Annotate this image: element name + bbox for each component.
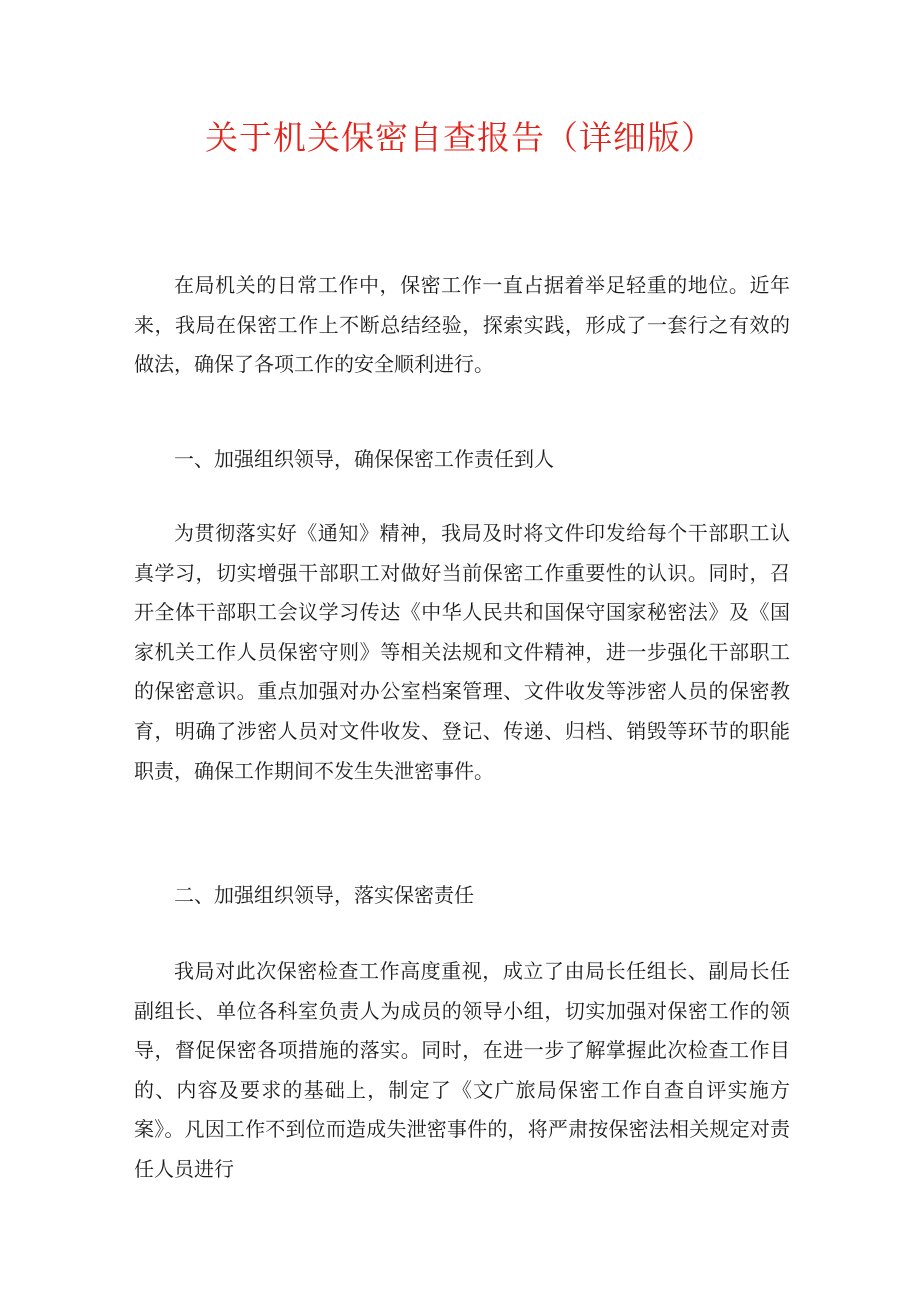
paragraph-section-1: 为贯彻落实好《通知》精神，我局及时将文件印发给每个干部职工认真学习，切实增强干部职工对做好当前保密工作重要性的认识。同时，召开全体干部职工会议学习传达《中华人民共和国保守国家秘密法》及《国家机关工作人员保密守则》等相关法规和文件精神，进一步强化干部职工的保密意识。重点加强对办公室档案管理、文件收发等涉密人员的保密教育，明确了涉密人员对文件收发、登记、传递、归档、销毁等环节的职能职责，确保工作期间不发生失泄密事件。 xyxy=(134,521,790,783)
paragraph-intro: 在局机关的日常工作中，保密工作一直占据着举足轻重的地位。近年来，我局在保密工作上不断总结经验，探索实践，形成了一套行之有效的做法，确保了各项工作的安全顺利进行。 xyxy=(134,273,790,377)
document-title: 关于机关保密自查报告（详细版） xyxy=(205,118,715,157)
section-heading-2: 二、加强组织领导，落实保密责任 xyxy=(174,883,474,907)
paragraph-section-2: 我局对此次保密检查工作高度重视，成立了由局长任组长、副局长任副组长、单位各科室负责人为成员的领导小组，切实加强对保密工作的领导，督促保密各项措施的落实。同时，在进一步了解掌握此次检查工作目的、内容及要求的基础上，制定了《文广旅局保密工作自查自评实施方案》。凡因工作不到位而造成失泄密事件的，将严肃按保密法相关规定对责任人员进行 xyxy=(134,959,790,1181)
section-heading-1: 一、加强组织领导，确保保密工作责任到人 xyxy=(174,447,554,471)
